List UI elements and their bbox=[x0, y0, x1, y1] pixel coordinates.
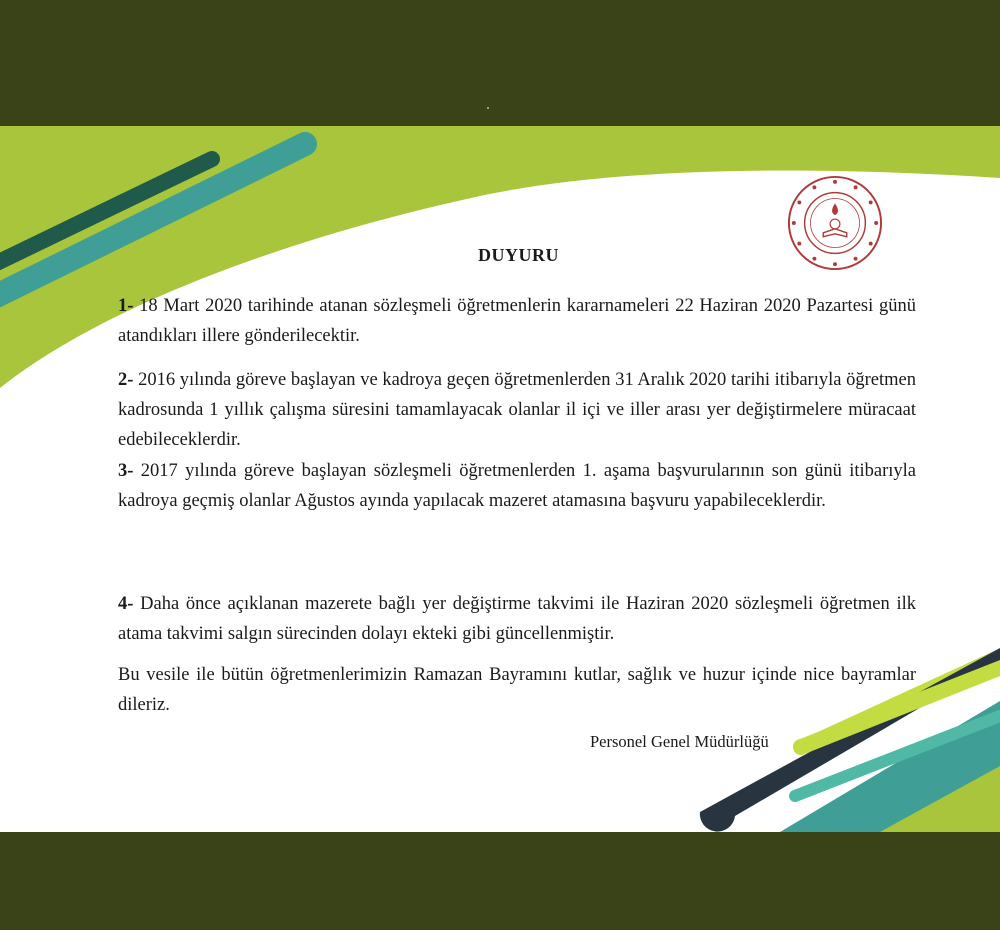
artifact-dot bbox=[487, 107, 489, 109]
announcement-item-4 bbox=[118, 589, 916, 649]
item-text: 2017 yılında göreve başlayan sözleşmeli öğretmenlerden 1. aşama başvurularının son günü itibarıyla kadroya geçmiş olanlar Ağustos ayında yapılacak mazeret atamasına başvuru yapabileceklerdir. bbox=[118, 461, 916, 511]
item-number: 2- bbox=[118, 370, 134, 390]
item-number: 1- bbox=[118, 296, 134, 316]
announcement-item-3 bbox=[118, 456, 916, 516]
item-text: 2016 yılında göreve başlayan ve kadroya geçen öğretmenlerden 31 Aralık 2020 tarihi itibarıyla öğretmen kadrosunda 1 yıllık çalışma süresini tamamlayacak olanlar il içi ve iller arası yer değiştirmelere müracaat edebileceklerdir. bbox=[118, 370, 916, 450]
announcement-item-1 bbox=[118, 291, 916, 351]
closing-greeting: Bu vesile ile bütün öğretmenlerimizin Ramazan Bayramını kutlar, sağlık ve huzur içinde nice bayramlar dileriz. bbox=[118, 665, 916, 715]
item-text: Daha önce açıklanan mazerete bağlı yer değiştirme takvimi ile Haziran 2020 sözleşmeli öğretmen ilk atama takvimi salgın sürecinden dolayı ekteki gibi güncellenmiştir. bbox=[118, 594, 916, 644]
bottom-frame-band bbox=[0, 832, 1000, 930]
item-text: 18 Mart 2020 tarihinde atanan sözleşmeli öğretmenlerin kararnameleri 22 Haziran 2020 Pazartesi günü atandıkları illere gönderilecektir. bbox=[118, 296, 916, 346]
top-frame-band bbox=[0, 0, 1000, 126]
announcement-page bbox=[0, 126, 1000, 832]
page-title: DUYURU bbox=[478, 245, 559, 265]
signature: Personel Genel Müdürlüğü bbox=[590, 732, 769, 751]
item-number: 4- bbox=[118, 594, 134, 614]
announcement-item-2 bbox=[118, 365, 916, 455]
item-number: 3- bbox=[118, 461, 134, 481]
